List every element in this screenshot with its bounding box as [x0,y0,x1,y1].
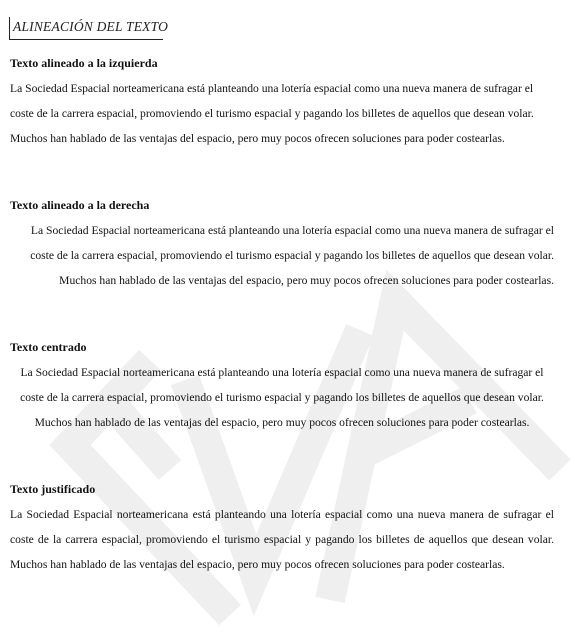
section-heading: Texto alineado a la derecha [10,198,150,212]
section-body: La Sociedad Espacial norteamericana está planteando una lotería espacial como una nueva manera de sufragar el coste de la carrera espacial, promoviendo el turismo espacial y pagando los billetes de aquellos que desean volar. Muchos han hablado de las ventajas del espacio, pero muy pocos ofrecen soluciones para poder costearlas. [30,224,554,287]
section-heading: Texto justificado [10,482,96,496]
section-centered [10,340,554,435]
section-body: La Sociedad Espacial norteamericana está planteando una lotería espacial como una nueva manera de sufragar el coste de la carrera espacial, promoviendo el turismo espacial y pagando los billetes de aquellos que desean volar. Muchos han hablado de las ventajas del espacio, pero muy pocos ofrecen soluciones para poder costearlas. [20,366,544,429]
section-right-aligned [10,198,554,293]
document-title-text: ALINEACIÓN DEL TEXTO [13,19,169,34]
document-title [10,17,169,40]
section-body: La Sociedad Espacial norteamericana está planteando una lotería espacial como una nueva manera de sufragar el coste de la carrera espacial, promoviendo el turismo espacial y pagando los billetes de aquellos que desean volar. Muchos han hablado de las ventajas del espacio, pero muy pocos ofrecen soluciones para poder costearlas. [10,82,534,145]
title-caret [9,17,10,40]
section-justified [10,482,554,577]
section-heading: Texto alineado a la izquierda [10,56,158,70]
section-left-aligned [10,56,554,151]
section-body: La Sociedad Espacial norteamericana está planteando una lotería espacial como una nueva manera de sufragar el coste de la carrera espacial, promoviendo el turismo espacial y pagando los billetes de aquellos que desean volar. Muchos han hablado de las ventajas del espacio, pero muy pocos ofrecen soluciones para poder costearlas. [10,508,554,571]
section-heading: Texto centrado [10,340,87,354]
